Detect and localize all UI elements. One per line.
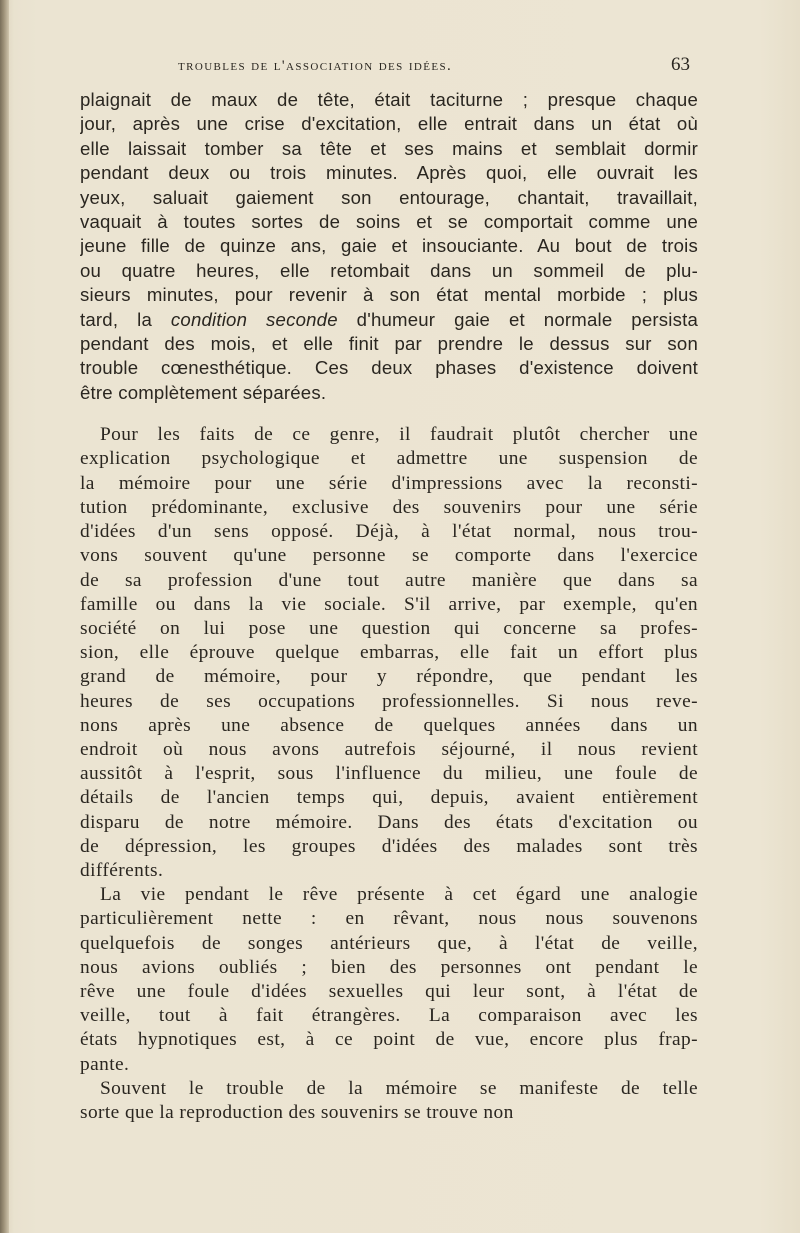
page-spine-shadow — [0, 0, 9, 1233]
text-line: états hypnotiques est, à ce point de vue, encore plus frap- — [80, 1029, 698, 1051]
text-line: endroit où nous avons autrefois séjourné, il nous revient — [80, 738, 698, 760]
text-line: différents. — [80, 859, 164, 881]
page-number: 63 — [671, 54, 690, 75]
text-line: sion, elle éprouve quelque embarras, elle fait un effort plus — [80, 642, 698, 664]
text-line: Souvent le trouble de la mémoire se manifeste de telle — [100, 1077, 698, 1099]
text-line: pendant des mois, et elle finit par prendre le dessus sur son — [80, 333, 698, 355]
text-line: grand de mémoire, pour y répondre, que pendant les — [80, 666, 698, 688]
text-line: famille ou dans la vie sociale. S'il arrive, par exemple, qu'en — [80, 593, 698, 615]
text-line: La vie pendant le rêve présente à cet égard une analogie — [100, 884, 698, 906]
paragraph-3 — [80, 883, 698, 1077]
text-line: pante. — [80, 1053, 130, 1075]
text-line: sieurs minutes, pour revenir à son état mental morbide ; plus — [80, 284, 698, 306]
body-text — [80, 88, 698, 1125]
text-line: ou quatre heures, elle retombait dans un sommeil de plu- — [80, 259, 698, 281]
text-line: jeune fille de quinze ans, gaie et insouciante. Au bout de trois — [80, 235, 698, 257]
text-line: disparu de notre mémoire. Dans des états d'excitation ou — [80, 811, 698, 833]
paragraph-2 — [80, 423, 698, 883]
text-line: d'idées d'un sens opposé. Déjà, à l'état normal, nous trou- — [80, 521, 698, 543]
paragraph-4 — [80, 1077, 698, 1125]
text-line: rêve une foule d'idées sexuelles qui leur sont, à l'état de — [80, 980, 698, 1002]
running-head — [80, 52, 690, 82]
text-line: particulièrement nette : en rêvant, nous nous souvenons — [80, 908, 698, 930]
text-line: nous avions oubliés ; bien des personnes ont pendant le — [80, 956, 698, 978]
text-line: être complètement séparées. — [80, 381, 327, 403]
text-line: veille, tout à fait étrangères. La comparaison avec les — [80, 1005, 698, 1027]
italic-phrase: condition seconde — [170, 308, 338, 330]
text-line: sorte que la reproduction des souvenirs se trouve non — [80, 1101, 514, 1123]
text-line: tution prédominante, exclusive des souvenirs pour une série — [80, 496, 698, 518]
text-line: pendant deux ou trois minutes. Après quoi, elle ouvrait les — [80, 162, 698, 184]
text-line: société on lui pose une question qui concerne sa profes- — [80, 617, 698, 639]
text-line: de dépression, les groupes d'idées des malades sont très — [80, 835, 698, 857]
text-line: de sa profession d'une tout autre manière que dans sa — [80, 569, 698, 591]
text-line: vaquait à toutes sortes de soins et se comportait comme une — [80, 211, 698, 233]
text-line: elle laissait tomber sa tête et ses mains et semblait dormir — [80, 137, 698, 159]
text-line: aussitôt à l'esprit, sous l'influence du milieu, une foule de — [80, 763, 698, 785]
text-line: explication psychologique et admettre une suspension de — [80, 448, 698, 470]
text-line: nons après une absence de quelques années dans un — [80, 714, 698, 736]
text-line: détails de l'ancien temps qui, depuis, avaient entièrement — [80, 787, 698, 809]
text-line: vons souvent qu'une personne se comporte dans l'exercice — [80, 545, 698, 567]
text-line: trouble cœnesthétique. Ces deux phases d'existence doivent — [80, 357, 698, 379]
text-line: yeux, saluait gaiement son entourage, chantait, travaillait, — [80, 186, 698, 208]
text-line: quelquefois de songes antérieurs que, à l'état de veille, — [80, 932, 698, 954]
paragraph-1 — [80, 88, 698, 405]
text-line: plaignait de maux de tête, était taciturne ; presque chaque — [80, 89, 698, 110]
running-title: troubles de l'association des idées. — [178, 58, 453, 74]
text-line: la mémoire pour une série d'impressions avec la reconsti- — [80, 472, 698, 494]
text-line: heures de ses occupations professionnelles. Si nous reve- — [80, 690, 698, 712]
text-line: jour, après une crise d'excitation, elle entrait dans un état où — [80, 113, 698, 135]
text-line: tard, la condition seconde d'humeur gaie et normale persista — [80, 308, 698, 330]
text-line: Pour les faits de ce genre, il faudrait plutôt chercher une — [100, 424, 698, 446]
